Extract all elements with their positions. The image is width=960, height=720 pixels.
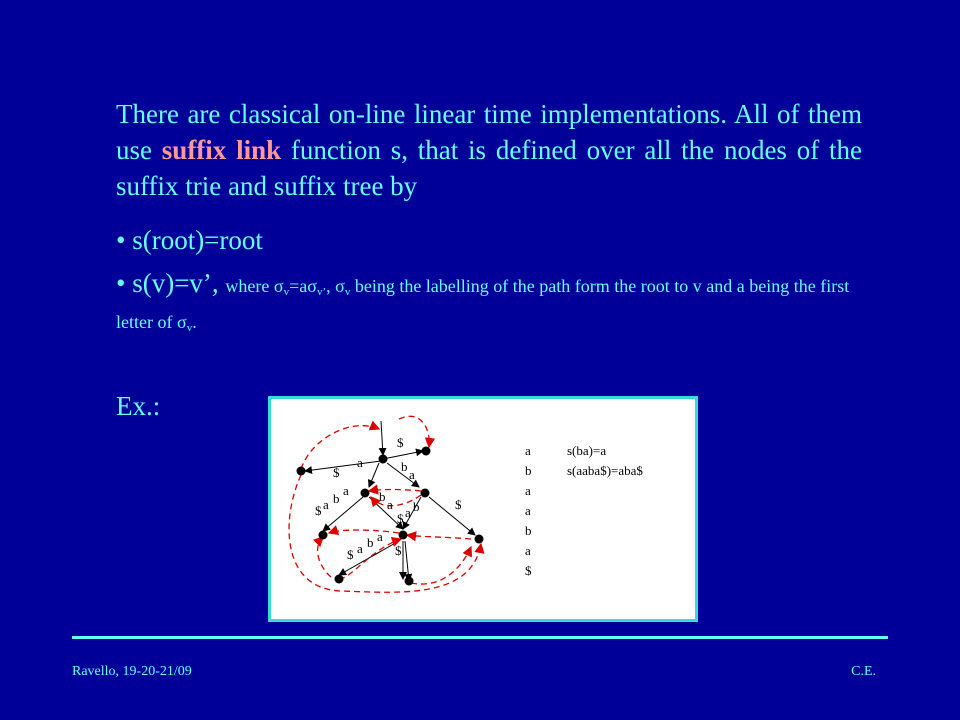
example-suffix-aaba: s(aaba$)=aba$ bbox=[567, 463, 643, 478]
label-left-dollar: $ bbox=[315, 503, 322, 518]
node-left bbox=[297, 467, 306, 476]
suffix-link-term: suffix link bbox=[161, 135, 282, 165]
string-char: b bbox=[525, 523, 532, 538]
label-low-dollar: $ bbox=[347, 547, 354, 562]
intro-text-start: There are classical on-line linear time implementations. All of them use bbox=[116, 99, 862, 165]
edge-root-right bbox=[383, 451, 423, 459]
label-mid-b2: b bbox=[413, 499, 420, 514]
footer-date-location: Ravello, 19-20-21/09 bbox=[72, 664, 192, 679]
footer-author: C.E. bbox=[851, 664, 876, 679]
label-left-a: a bbox=[323, 497, 329, 512]
definition-text-4: being the labelling of the path form the root to v and a being the first letter of σ bbox=[116, 276, 850, 332]
label-left-b: b bbox=[333, 491, 340, 506]
footer-rule bbox=[72, 636, 888, 639]
string-char: a bbox=[525, 503, 531, 518]
definition-text-5: . bbox=[192, 312, 197, 332]
label-mid-a2: a bbox=[405, 505, 411, 520]
string-char: a bbox=[525, 483, 531, 498]
intro-paragraph bbox=[116, 96, 862, 204]
edge-low-extra bbox=[405, 541, 409, 581]
node-bottom-right bbox=[405, 577, 414, 586]
subscript-v: v bbox=[283, 286, 290, 298]
suffix-link-bottom-right bbox=[411, 547, 471, 584]
label-low-b: b bbox=[367, 535, 374, 550]
suffix-link-mid-left bbox=[369, 490, 421, 492]
node-low-left bbox=[319, 531, 328, 540]
subscript-vprime: v’ bbox=[316, 286, 327, 298]
suffix-link-low-left bbox=[329, 530, 399, 533]
intro-text-end: function s, that is defined over all the nodes of the suffix trie and suffix tree by bbox=[116, 135, 862, 201]
label-mid-dollar: $ bbox=[397, 511, 404, 526]
bullet-definition-head: • s(v)=v’, bbox=[116, 268, 226, 298]
node-right bbox=[422, 447, 431, 456]
definition-text-2: =aσ bbox=[289, 276, 317, 296]
suffix-tree-figure bbox=[268, 396, 698, 622]
node-ba bbox=[361, 489, 370, 498]
string-char: $ bbox=[525, 563, 532, 578]
string-char: a bbox=[525, 543, 531, 558]
label-root-left-a: a bbox=[357, 455, 363, 470]
node-low-right bbox=[475, 535, 484, 544]
label-left-a2: a bbox=[343, 483, 349, 498]
node-low-mid bbox=[399, 531, 408, 540]
string-column bbox=[525, 443, 532, 578]
example-label: Ex.: bbox=[116, 391, 161, 421]
definition-text-3: , σ bbox=[326, 276, 345, 296]
suffix-link-bottom-left bbox=[318, 537, 331, 577]
edge-root-down bbox=[369, 463, 379, 487]
node-ab bbox=[421, 489, 430, 498]
example-suffix-ba: s(ba)=a bbox=[567, 443, 607, 458]
bullet-root: • s(root)=root bbox=[116, 225, 263, 255]
label-root-b: b bbox=[401, 459, 408, 474]
label-root-right: $ bbox=[397, 435, 404, 450]
subscript-v-2: v bbox=[344, 286, 351, 298]
label-right-dollar: $ bbox=[455, 497, 462, 512]
edge-left-down bbox=[323, 497, 363, 531]
label-mid-b: b bbox=[379, 489, 386, 504]
node-bottom-left bbox=[335, 575, 344, 584]
string-char: b bbox=[525, 463, 532, 478]
label-root-left-dollar: $ bbox=[333, 465, 340, 480]
node-root bbox=[379, 455, 388, 464]
suffix-link-right-mid bbox=[407, 535, 471, 539]
definition-text-1: where σ bbox=[225, 276, 284, 296]
suffix-link-root-right bbox=[399, 416, 429, 447]
bullet-definition bbox=[116, 268, 862, 343]
edge-root-left bbox=[305, 461, 381, 471]
edge-mid-right bbox=[429, 497, 475, 535]
label-mid-a: a bbox=[387, 497, 393, 512]
suffix-tree-diagram bbox=[271, 399, 695, 619]
label-low-a2: a bbox=[377, 529, 383, 544]
subscript-v-3: v bbox=[186, 322, 193, 334]
label-root-a2: a bbox=[409, 467, 415, 482]
string-char: a bbox=[525, 443, 531, 458]
label-low-dollar2: $ bbox=[395, 543, 402, 558]
edge-top-in bbox=[381, 421, 383, 455]
label-low-a: a bbox=[357, 541, 363, 556]
